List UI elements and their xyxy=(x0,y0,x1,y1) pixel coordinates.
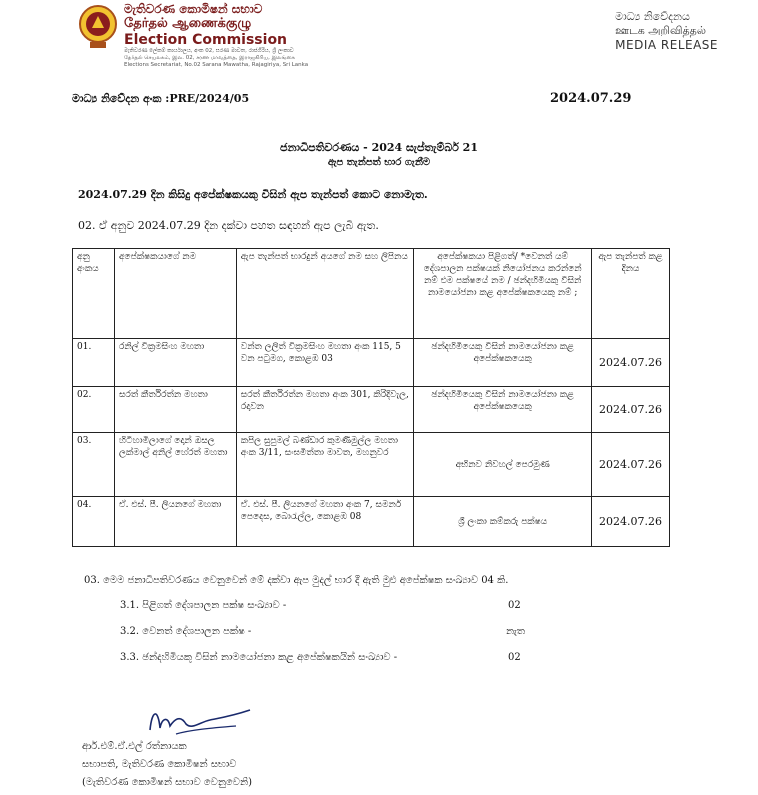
summary-item-label: 3.2. වෙනත් දේශපාලන පක්ෂ - xyxy=(120,626,252,637)
cell-candidate: සරත් කීර්තිරත්න මහතා xyxy=(114,387,236,433)
cell-date: 2024.07.26 xyxy=(591,433,669,497)
letterhead xyxy=(78,2,718,68)
cell-party: ඡන්දහිමියෙකු විසින් නාමයෝජනා කළ අපේක්ෂකයෙකු xyxy=(414,387,592,433)
cell-candidate: ඒ. එස්. පී. ලියනගේ මහතා xyxy=(114,497,236,547)
cell-depositor: ඒ. එස්. පී. ලියනගේ මහතා අංක 7, සමනර් පෙදෙස, බොරැල්ල, කොළඹ 08 xyxy=(236,497,414,547)
media-release-label xyxy=(615,10,718,53)
header-date: ඇප තැන්පත් කළ දිනය xyxy=(591,249,669,339)
cell-party: අභිනව නිවහල් පෙරමුණ xyxy=(414,433,592,497)
header-depositor: ඇප තැන්පත් භාරදුන් අයගේ නම සහ ලිපිනය xyxy=(236,249,414,339)
summary-item-label: 3.1. පිළිගත් දේශපාලන පක්ෂ සංඛ්‍යාව - xyxy=(120,600,287,611)
cell-candidate: හිටිහාමිලාගේ දොන් ඔසල ලක්මාල් අනිල් හේරත් මහතා xyxy=(114,433,236,497)
national-emblem-icon xyxy=(78,2,118,50)
release-sinhala: මාධ්‍ය නිවේදනය xyxy=(615,10,690,23)
cell-party: ශ්‍රී ලංකා කම්කරු පක්ෂය xyxy=(414,497,592,547)
document-title: ජනාධිපතිවරණය - 2024 සැප්තැම්බර් 21 xyxy=(280,141,478,154)
cell-date: 2024.07.26 xyxy=(591,387,669,433)
org-name-tamil: தேர்தல் ஆணைக்குழு xyxy=(124,16,252,31)
cell-candidate: රනිල් වික්‍රමසිංහ මහතා xyxy=(114,339,236,387)
address-sinhala: මැතිවරණ ලේකම් කාර්යාලය, අංක 02, සරණ මාවත, රාජගිරිය, ශ්‍රී ලංකාව xyxy=(124,48,294,54)
cell-date: 2024.07.26 xyxy=(591,497,669,547)
summary-item-label: 3.3. ඡන්දහිමියකු විසින් නාමයෝජනා කළ අපේක්ෂකයින් සංඛ්‍යාව - xyxy=(120,652,398,663)
summary-item-value: නැත xyxy=(506,626,526,637)
release-english: MEDIA RELEASE xyxy=(615,38,718,52)
handwritten-signature-icon xyxy=(140,700,260,740)
paragraph-2: 02. ඒ අනුව 2024.07.29 දින දක්වා පහත සඳහන් ඇප ලැබී ඇත. xyxy=(78,219,379,232)
cell-date: 2024.07.26 xyxy=(591,339,669,387)
table-header-row xyxy=(73,249,670,339)
cell-serial: 02. xyxy=(73,387,115,433)
cell-serial: 04. xyxy=(73,497,115,547)
deposits-table xyxy=(72,248,670,547)
header-candidate: අපේක්ෂකයාගේ නම xyxy=(114,249,236,339)
table-row xyxy=(73,433,670,497)
cell-serial: 01. xyxy=(73,339,115,387)
document-subtitle: ඇප තැන්පත් භාර ගැනීම xyxy=(327,157,431,168)
address-english: Elections Secretariat, No.02 Sarana Mawatha, Rajagiriya, Sri Lanka xyxy=(124,62,309,68)
cell-depositor: සරත් කීර්තිරත්න මහතා අංක 301, කිරිදිවැල, රදාවන xyxy=(236,387,414,433)
paragraph-1: 2024.07.29 දින කිසිදු අපේක්ෂකයකු විසින් ඇප තැන්පත් කොට නොමැත. xyxy=(78,188,428,201)
header-party: අපේක්ෂකයා පිළිගත්/ *වෙනත් යම් දේශපාලන පක්ෂයක් නියෝජනය කරන්නේ නම් එම පක්ෂයේ නම / ඡන්දහිමියකු විසින් නාමයෝජනා කළ අපේක්ෂකයෙකු නම් ; xyxy=(414,249,592,339)
organization-names xyxy=(124,2,308,69)
cell-party: ඡන්දහිමියෙකු විසින් නාමයෝජනා කළ අපේක්ෂකයෙකු xyxy=(414,339,592,387)
release-number: මාධ්‍ය නිවේදන අංක :PRE/2024/05 xyxy=(72,92,250,105)
header-serial: අනු අංකය xyxy=(73,249,115,339)
cell-depositor: වන්ත ලලිත් වික්‍රමසිංහ මහතා අංක 115, 5 වන පටුමග, කොළඹ 03 xyxy=(236,339,414,387)
table-row xyxy=(73,497,670,547)
cell-depositor: කපිල සුපුමල් බණ්ඩාර කුමණිමුල්ල මහතා අංක 3/11, සංඝමිත්තා මාවත, මහනුවර xyxy=(236,433,414,497)
signatory-title: සභාපති, මැතිවරණ කොමිෂන් සභාව xyxy=(82,759,237,770)
release-tamil: ஊடக அறிவித்தல் xyxy=(615,24,706,37)
table-row xyxy=(73,339,670,387)
address-tamil: தேர்தல் செயலகம், இல. 02, சரண மாவத்தை, இராஜகிரிய, இலங்கை xyxy=(124,55,296,61)
signatory-name: ආර්.එම්.ඒ.එල් රත්නායක xyxy=(82,741,187,752)
table-row xyxy=(73,387,670,433)
summary-item-value: 02 xyxy=(508,652,521,663)
signatory-behalf: (මැතිවරණ කොමිෂන් සභාව වෙනුවෙනි) xyxy=(82,777,252,788)
signatory-block xyxy=(82,738,252,792)
org-name-english: Election Commission xyxy=(124,32,288,48)
summary-item-value: 02 xyxy=(508,600,521,611)
summary-intro: 03. මෙම ජනාධිපතිවරණය වෙනුවෙන් මේ දක්වා ඇප මුදල් භාර දී ඇති මුළු අපේක්ෂක සංඛ්‍යාව 04 කි. xyxy=(84,575,509,586)
cell-serial: 03. xyxy=(73,433,115,497)
release-date: 2024.07.29 xyxy=(550,91,632,106)
org-name-sinhala: මැතිවරණ කොමිෂන් සභාව xyxy=(124,2,263,16)
